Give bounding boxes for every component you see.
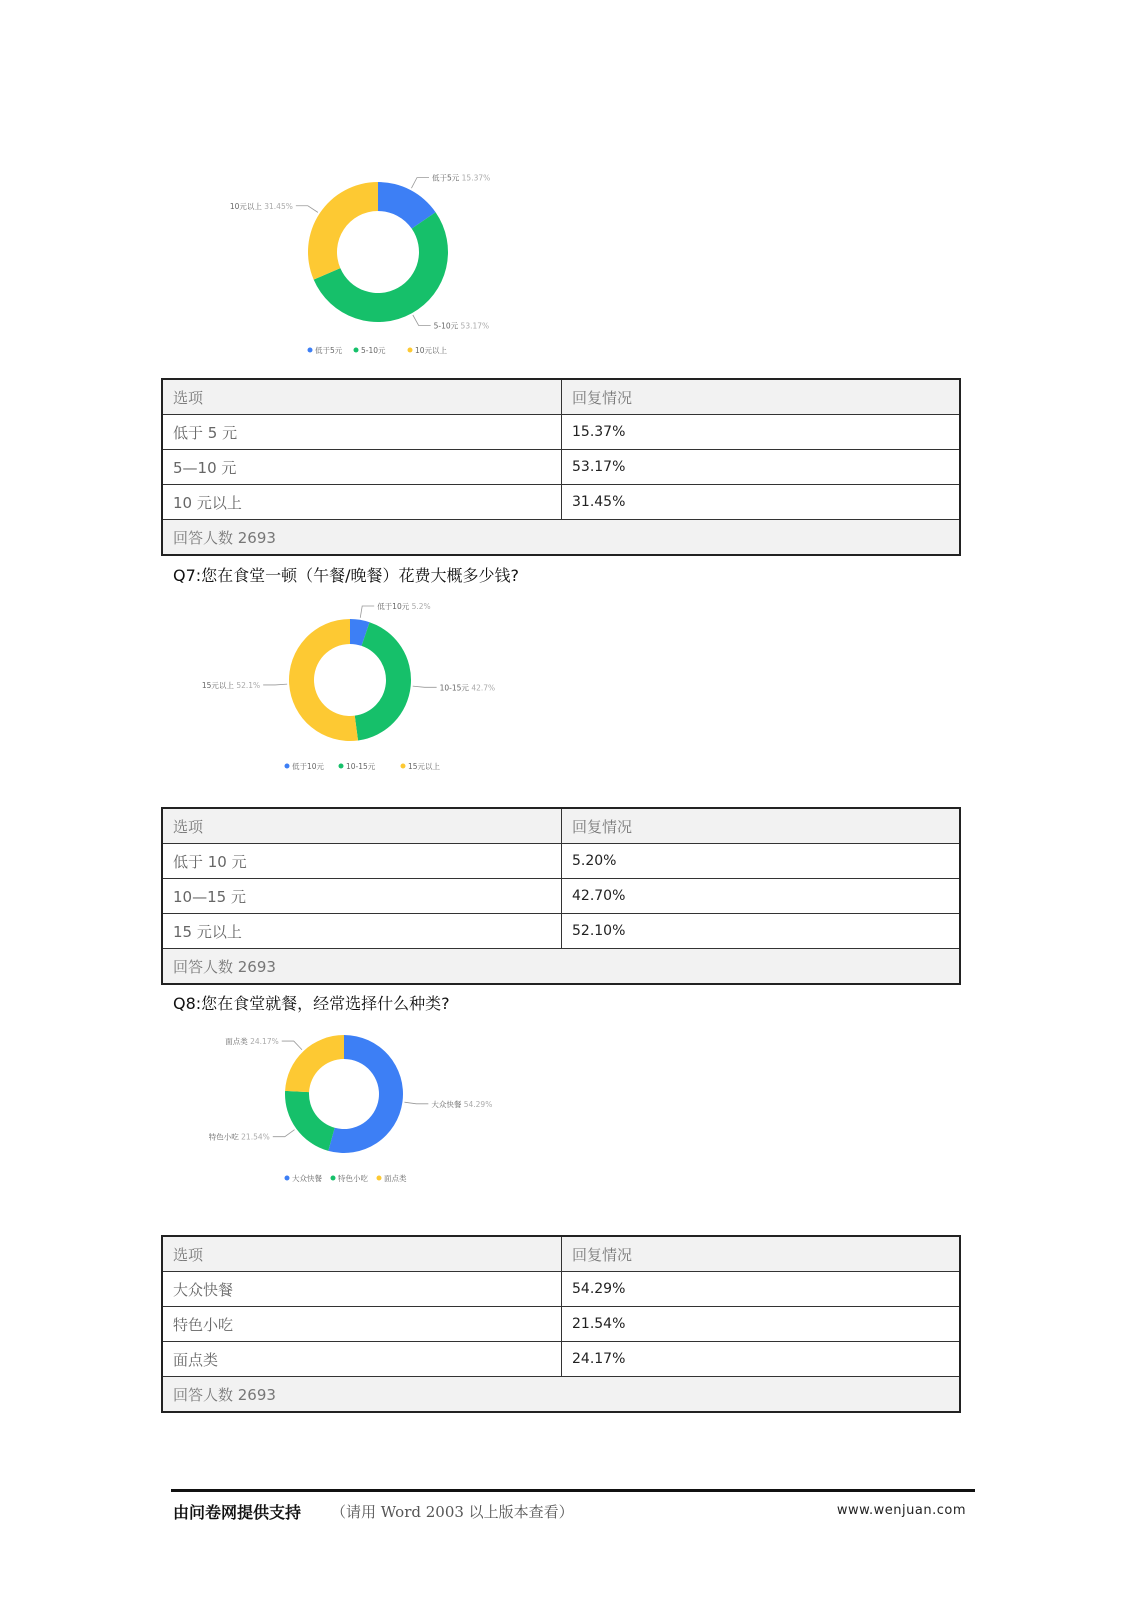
donut-slice — [285, 1035, 344, 1092]
leader-line — [413, 315, 431, 326]
respondent-count: 回答人数 2693 — [162, 1377, 960, 1413]
donut-slice — [285, 1091, 335, 1151]
legend-label: 特色小吃 — [338, 1174, 368, 1183]
table-header-row — [162, 379, 960, 415]
table-header-row — [162, 808, 960, 844]
legend-marker — [285, 1176, 290, 1181]
legend-label: 10-15元 — [346, 762, 376, 771]
row-option: 特色小吃 — [162, 1307, 562, 1342]
legend-label: 15元以上 — [408, 762, 441, 771]
leader-line — [282, 1041, 302, 1050]
slice-label: 特色小吃 21.54% — [208, 1132, 270, 1142]
row-value: 24.17% — [562, 1342, 961, 1377]
slice-label: 10-15元 42.7% — [439, 683, 496, 693]
legend-marker — [308, 348, 313, 353]
footer-url[interactable]: www.wenjuan.com — [836, 1503, 966, 1518]
row-option: 低于 10 元 — [162, 844, 562, 879]
slice-label: 大众快餐 54.29% — [431, 1099, 493, 1109]
table-row — [162, 415, 960, 450]
legend-label: 5-10元 — [361, 346, 386, 355]
leader-line — [360, 606, 374, 618]
row-option: 10 元以上 — [162, 485, 562, 520]
leader-line — [411, 178, 429, 189]
table-row — [162, 1272, 960, 1307]
legend-marker — [354, 348, 359, 353]
table-row — [162, 485, 960, 520]
donut-slice — [289, 619, 358, 741]
legend-marker — [401, 764, 406, 769]
row-option: 15 元以上 — [162, 914, 562, 949]
table-q8 — [161, 1235, 961, 1413]
slice-label: 低于10元 5.2% — [377, 601, 431, 611]
table-footer-row — [162, 520, 960, 556]
header-option: 选项 — [162, 1236, 562, 1272]
table-footer-row — [162, 949, 960, 985]
legend-marker — [377, 1176, 382, 1181]
header-response: 回复情况 — [562, 379, 961, 415]
leader-line — [413, 686, 437, 687]
legend-label: 低于10元 — [292, 762, 325, 771]
leader-line — [273, 1130, 295, 1137]
table-row — [162, 879, 960, 914]
chart-q8 — [160, 1037, 680, 1227]
table-header-row — [162, 1236, 960, 1272]
row-option: 大众快餐 — [162, 1272, 562, 1307]
legend-marker — [285, 764, 290, 769]
table-row — [162, 844, 960, 879]
header-option: 选项 — [162, 379, 562, 415]
donut-chart-q8 — [160, 1037, 680, 1227]
legend-label: 大众快餐 — [292, 1174, 322, 1183]
table-row — [162, 450, 960, 485]
slice-label: 15元以上 52.1% — [201, 680, 261, 690]
leader-line — [404, 1102, 428, 1104]
respondent-count: 回答人数 2693 — [162, 520, 960, 556]
table-row — [162, 1342, 960, 1377]
table-q6 — [161, 378, 961, 556]
chart-q6 — [160, 170, 680, 370]
slice-label: 面点类 24.17% — [225, 1037, 279, 1047]
question-title-q8: Q8:您在食堂就餐，经常选择什么种类? — [173, 994, 450, 1013]
row-value: 42.70% — [562, 879, 961, 914]
legend-label: 10元以上 — [415, 346, 448, 355]
legend-marker — [339, 764, 344, 769]
table-row — [162, 914, 960, 949]
donut-chart-q6 — [160, 170, 680, 370]
donut-slice — [308, 182, 378, 280]
footer-divider — [171, 1489, 975, 1492]
header-response: 回复情况 — [562, 808, 961, 844]
row-value: 52.10% — [562, 914, 961, 949]
row-option: 低于 5 元 — [162, 415, 562, 450]
slice-label: 5-10元 53.17% — [433, 321, 490, 331]
leader-line — [263, 684, 287, 685]
row-value: 5.20% — [562, 844, 961, 879]
donut-chart-q7 — [160, 601, 680, 798]
slice-label: 10元以上 31.45% — [229, 201, 293, 211]
row-value: 53.17% — [562, 450, 961, 485]
footer-brand: 由问卷网提供支持 — [173, 1503, 302, 1522]
leader-line — [296, 206, 318, 213]
row-option: 10—15 元 — [162, 879, 562, 914]
footer-note: （请用 Word 2003 以上版本查看） — [331, 1503, 574, 1521]
row-option: 5—10 元 — [162, 450, 562, 485]
legend-label: 低于5元 — [315, 346, 343, 355]
row-value: 31.45% — [562, 485, 961, 520]
chart-q7 — [160, 601, 680, 798]
respondent-count: 回答人数 2693 — [162, 949, 960, 985]
table-q7 — [161, 807, 961, 985]
header-option: 选项 — [162, 808, 562, 844]
legend-marker — [408, 348, 413, 353]
slice-label: 低于5元 15.37% — [432, 173, 491, 183]
legend-label: 面点类 — [384, 1174, 407, 1183]
legend-marker — [331, 1176, 336, 1181]
row-value: 21.54% — [562, 1307, 961, 1342]
table-row — [162, 1307, 960, 1342]
row-value: 54.29% — [562, 1272, 961, 1307]
header-response: 回复情况 — [562, 1236, 961, 1272]
table-footer-row — [162, 1377, 960, 1413]
row-value: 15.37% — [562, 415, 961, 450]
row-option: 面点类 — [162, 1342, 562, 1377]
question-title-q7: Q7:您在食堂一顿（午餐/晚餐）花费大概多少钱? — [173, 566, 520, 585]
